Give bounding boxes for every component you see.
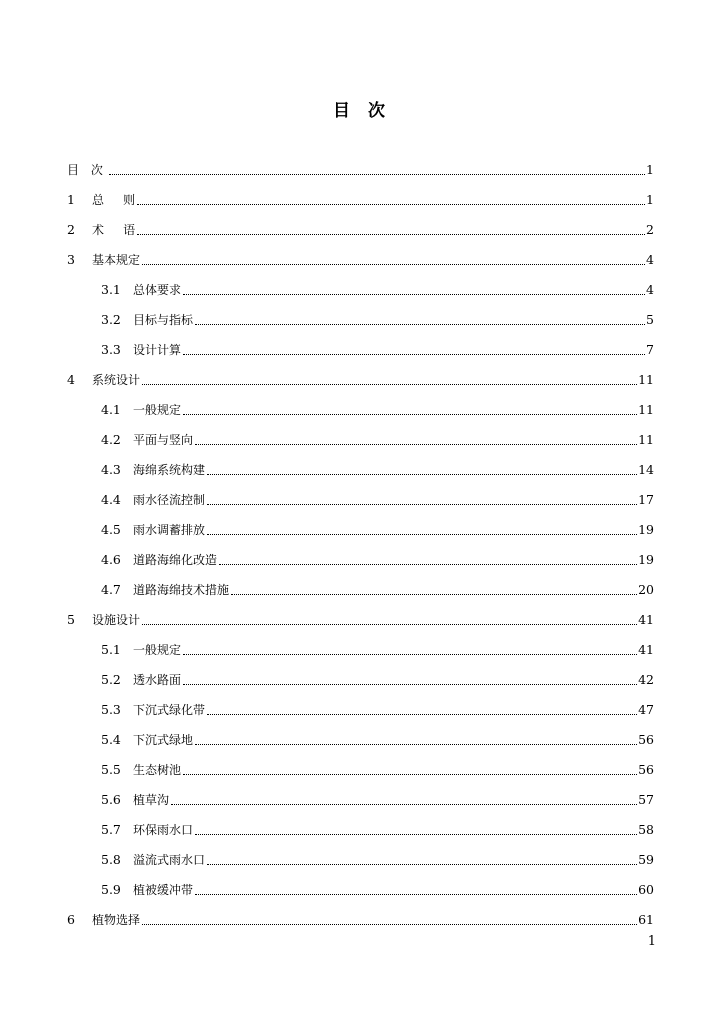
- dot-leader: [171, 803, 637, 805]
- toc-entry-page: 19: [638, 552, 654, 567]
- toc-entry-page: 60: [638, 882, 654, 897]
- toc-entry[interactable]: [67, 358, 654, 388]
- dot-leader: [142, 923, 637, 925]
- toc-entry-page: 47: [638, 702, 654, 717]
- toc-entry-title: 植被缓冲带: [133, 883, 194, 897]
- toc-entry-page: 20: [638, 582, 654, 597]
- toc-entry-number: 4.6: [101, 552, 121, 567]
- dot-leader: [231, 593, 637, 595]
- dot-leader: [137, 203, 645, 205]
- dot-leader: [109, 173, 645, 175]
- toc-entry-title: 植草沟: [133, 793, 170, 807]
- toc-entry-page: 41: [638, 642, 654, 657]
- toc-entry-page: 41: [638, 612, 654, 627]
- toc-entry-number: 2: [67, 222, 75, 237]
- toc-entry-title: 环保雨水口: [133, 823, 194, 837]
- dot-leader: [207, 863, 637, 865]
- toc-entry[interactable]: [67, 718, 654, 748]
- toc-entry-title: 目标与指标: [133, 313, 194, 327]
- toc-entry[interactable]: [67, 688, 654, 718]
- toc-entry[interactable]: [67, 778, 654, 808]
- toc-entry-title: 总 则: [92, 193, 136, 207]
- toc-entry-number: 5.2: [101, 672, 121, 687]
- toc-entry-page: 17: [638, 492, 654, 507]
- dot-leader: [195, 833, 637, 835]
- toc-entry-page: 61: [638, 912, 654, 927]
- toc-entry-number: 4.1: [101, 402, 121, 417]
- toc-entry[interactable]: [67, 808, 654, 838]
- toc-entry-title: 目 次: [67, 163, 107, 177]
- toc-entry-page: 4: [646, 252, 654, 267]
- toc-entry-number: 5.6: [101, 792, 121, 807]
- toc-entry-title: 雨水调蓄排放: [133, 523, 206, 537]
- dot-leader: [207, 713, 637, 715]
- toc-entry-page: 1: [646, 162, 654, 177]
- toc-entry[interactable]: [67, 208, 654, 238]
- toc-entry[interactable]: [67, 238, 654, 268]
- dot-leader: [219, 563, 637, 565]
- toc-entry[interactable]: [67, 268, 654, 298]
- toc-entry-title: 下沉式绿地: [133, 733, 194, 747]
- toc-entry-number: 5.4: [101, 732, 121, 747]
- toc-entry[interactable]: [67, 418, 654, 448]
- dot-leader: [183, 293, 645, 295]
- toc-entry-title: 一般规定: [133, 403, 182, 417]
- toc-entry-number: 4.3: [101, 462, 121, 477]
- dot-leader: [142, 263, 645, 265]
- toc-entry-page: 56: [638, 732, 654, 747]
- toc-entry-page: 4: [646, 282, 654, 297]
- dot-leader: [207, 533, 637, 535]
- toc-entry-number: 4.7: [101, 582, 121, 597]
- toc-entry[interactable]: [67, 568, 654, 598]
- toc-entry-page: 19: [638, 522, 654, 537]
- toc-entry-page: 11: [638, 432, 654, 447]
- toc-entry-number: 3.3: [101, 342, 121, 357]
- toc-entry-title: 生态树池: [133, 763, 182, 777]
- toc-entry-title: 平面与竖向: [133, 433, 194, 447]
- dot-leader: [142, 623, 637, 625]
- toc-entry-title: 溢流式雨水口: [133, 853, 206, 867]
- dot-leader: [207, 503, 637, 505]
- toc-entry-page: 56: [638, 762, 654, 777]
- dot-leader: [142, 383, 637, 385]
- toc-entry-number: 5: [67, 612, 75, 627]
- dot-leader: [183, 353, 645, 355]
- toc-entry-number: 4: [67, 372, 75, 387]
- toc-entry-number: 5.3: [101, 702, 121, 717]
- toc-entry-title: 道路海绵化改造: [133, 553, 218, 567]
- dot-leader: [195, 743, 637, 745]
- dot-leader: [183, 773, 637, 775]
- toc-entry-title: 设计计算: [133, 343, 182, 357]
- toc-entry-number: 5.8: [101, 852, 121, 867]
- toc-entry-title: 透水路面: [133, 673, 182, 687]
- toc-entry-page: 1: [646, 192, 654, 207]
- toc-entry-number: 4.5: [101, 522, 121, 537]
- toc-entry-number: 4.2: [101, 432, 121, 447]
- toc-entry-number: 5.1: [101, 642, 121, 657]
- dot-leader: [207, 473, 637, 475]
- toc-entry-title: 雨水径流控制: [133, 493, 206, 507]
- toc-entry[interactable]: [67, 628, 654, 658]
- toc-entry-number: 5.7: [101, 822, 121, 837]
- toc-entry-number: 3.2: [101, 312, 121, 327]
- dot-leader: [183, 653, 637, 655]
- dot-leader: [195, 893, 637, 895]
- toc-entry-title: 系统设计: [92, 373, 141, 387]
- toc-entry-page: 2: [646, 222, 654, 237]
- toc-entry-page: 58: [638, 822, 654, 837]
- dot-leader: [195, 323, 645, 325]
- toc-entry-page: 11: [638, 402, 654, 417]
- toc-entry-title: 总体要求: [133, 283, 182, 297]
- toc-entry-title: 植物选择: [92, 913, 141, 927]
- toc-entry-number: 5.5: [101, 762, 121, 777]
- toc-entry[interactable]: [67, 748, 654, 778]
- toc-entry-page: 5: [646, 312, 654, 327]
- toc-entry[interactable]: [67, 658, 654, 688]
- toc-entry[interactable]: [67, 448, 654, 478]
- toc-entry[interactable]: [67, 178, 654, 208]
- toc-entry-number: 3: [67, 252, 75, 267]
- dot-leader: [195, 443, 637, 445]
- toc-entry-title: 一般规定: [133, 643, 182, 657]
- toc-entry-title: 基本规定: [92, 253, 141, 267]
- toc-entry[interactable]: [67, 298, 654, 328]
- toc-entry[interactable]: [67, 838, 654, 868]
- toc-entry[interactable]: [67, 538, 654, 568]
- dot-leader: [183, 413, 637, 415]
- toc-entry-title: 道路海绵技术措施: [133, 583, 230, 597]
- dot-leader: [137, 233, 645, 235]
- toc-entry-page: 14: [638, 462, 654, 477]
- toc-entry-title: 术 语: [92, 223, 136, 237]
- toc-entry-title: 下沉式绿化带: [133, 703, 206, 717]
- toc-entry-page: 7: [646, 342, 654, 357]
- toc-entry[interactable]: [67, 868, 654, 898]
- toc-entry-number: 4.4: [101, 492, 121, 507]
- toc-entry[interactable]: [67, 598, 654, 628]
- toc-entry[interactable]: [67, 148, 654, 178]
- toc-entry[interactable]: [67, 898, 654, 928]
- dot-leader: [183, 683, 637, 685]
- toc-entry[interactable]: [67, 328, 654, 358]
- toc-entry-title: 海绵系统构建: [133, 463, 206, 477]
- toc-entry-number: 3.1: [101, 282, 121, 297]
- toc-entry-title: 设施设计: [92, 613, 141, 627]
- page-title: 目 次: [333, 101, 391, 121]
- toc-entry-number: 6: [67, 912, 75, 927]
- toc-entry-number: 5.9: [101, 882, 121, 897]
- toc-entry-page: 57: [638, 792, 654, 807]
- toc-entry[interactable]: [67, 478, 654, 508]
- toc-entry-page: 42: [638, 672, 654, 687]
- toc-entry[interactable]: [67, 508, 654, 538]
- toc-entry-page: 11: [638, 372, 654, 387]
- toc-entry-number: 1: [67, 192, 75, 207]
- page-number: 1: [647, 934, 656, 949]
- toc-entry[interactable]: [67, 388, 654, 418]
- table-of-contents: [67, 148, 654, 928]
- toc-entry-page: 59: [638, 852, 654, 867]
